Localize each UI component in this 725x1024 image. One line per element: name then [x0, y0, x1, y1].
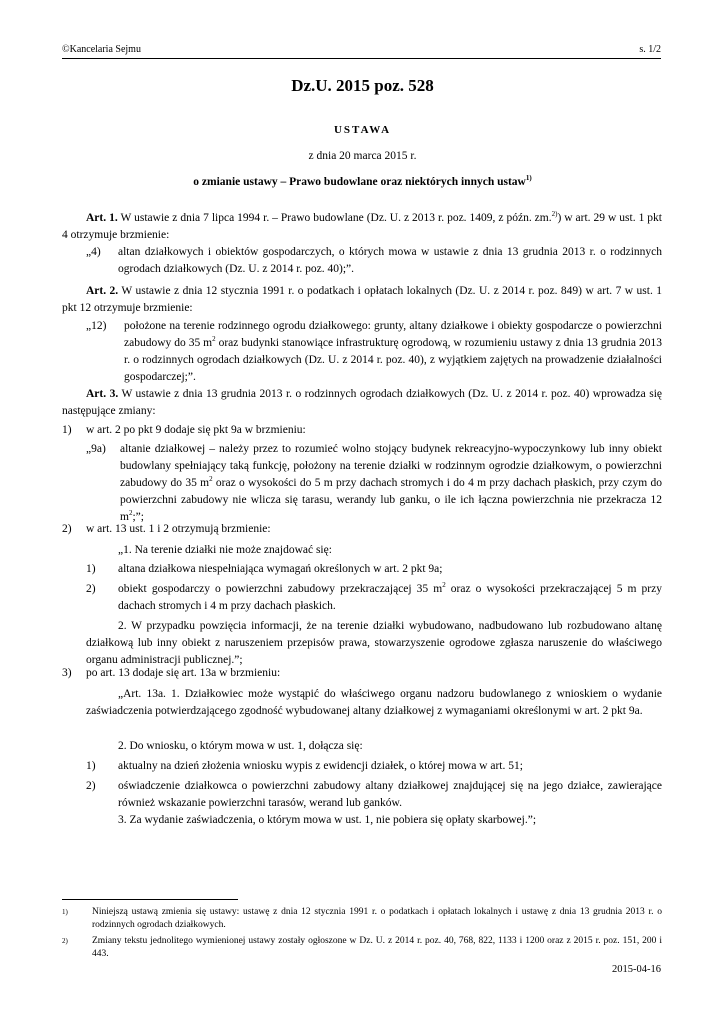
act-date: z dnia 20 marca 2015 r. — [308, 150, 417, 162]
footnote-1-text: Niniejszą ustawą zmienia się ustawy: ustawę z dnia 12 stycznia 1991 r. o podatkach i opłatach lokalnych i ustawę z dnia 13 grudnia 2013 r. o rodzinnych ogrodach działkowych. — [92, 907, 662, 930]
art3-point-3-b-label: 2) — [86, 780, 96, 792]
footnote-2-number: 2) — [62, 937, 68, 945]
art3-point-2-text: w art. 13 ust. 1 i 2 otrzymują brzmienie: — [86, 523, 271, 535]
art3-point-2-b-label: 2) — [86, 583, 96, 595]
art3-point-3-ust-1: „Art. 13a. 1. Działkowiec może wystąpić do właściwego organu nadzoru budowlanego z wnioskiem o wydanie zaświadczenia potwierdzającego zgodność wybudowanej altany działkowej z wymaganiami określonymi w art. 2 pkt 9a. — [86, 688, 662, 717]
art1-item-label: „4) — [86, 246, 101, 258]
footnote-ref: 1) — [525, 174, 532, 183]
art3-point-1-text: w art. 2 po pkt 9 dodaje się pkt 9a w brzmieniu: — [86, 424, 306, 436]
art3-point-3-text: po art. 13 dodaje się art. 13a w brzmieniu: — [86, 667, 281, 679]
article-3: Art. 3. W ustawie z dnia 13 grudnia 2013 r. o rodzinnych ogrodach działkowych (Dz. U. z 2014 r. poz. 40) wprowadza się następujące zmiany: — [62, 388, 662, 417]
footnote-separator — [62, 899, 238, 900]
art3-point-2-a-label: 1) — [86, 563, 96, 575]
art3-point-2-b-text: obiekt gospodarczy o powierzchni zabudowy przekraczającej 35 $m^2$ oraz o wysokości przekraczającej 5 m przy dachach stromych i 4 m przy dachach płaskich. — [118, 581, 662, 612]
header-source: ©Kancelaria Sejmu — [62, 44, 141, 55]
art3-point-2-ust-1: „1. Na terenie działki nie może znajdować się: — [118, 544, 332, 556]
header-page-number: s. 1/2 — [639, 44, 661, 55]
art2-item-label: „12) — [86, 320, 107, 332]
art3-point-3-a-text: aktualny na dzień złożenia wniosku wypis z ewidencji działek, o której mowa w art. 51; — [118, 760, 523, 772]
act-type: USTAWA — [333, 124, 392, 136]
art3-point-3-a-label: 1) — [86, 760, 96, 772]
art3-point-1-label: 1) — [62, 424, 72, 436]
document-body — [62, 0, 662, 1024]
document-title: Dz.U. 2015 poz. 528 — [291, 76, 434, 95]
footer-date: 2015-04-16 — [612, 964, 661, 975]
footnote-2-text: Zmiany tekstu jednolitego wymienionej ustawy zostały ogłoszone w Dz. U. z 2014 r. poz. 40, 768, 822, 1133 i 1200 oraz z 2015 r. poz. 151, 200 i 443. — [92, 936, 662, 959]
article-2: Art. 2. W ustawie z dnia 12 stycznia 1991 r. o podatkach i opłatach lokalnych (Dz. U. z 2014 r. poz. 849) w art. 7 w ust. 1 pkt 12 otrzymuje brzmienie: — [62, 285, 662, 314]
art3-point-2-a-text: altana działkowa niespełniająca wymagań określonych w art. 2 pkt 9a; — [118, 563, 443, 575]
art3-point-1-item-text: altanie działkowej – należy przez to rozumieć wolno stojący budynek rekreacyjno-wypoczynkowy lub inny obiekt budowlany spełniający taką funkcję, położony na terenie działki w rodzinnym ogrodzie działkowym, o powierzchni zabudowy do 35 $m^2$ oraz o wysokości do 5 m przy dachach stromych i do 4 m przy dachach płaskich, przy czym do powierzchni zabudowy nie wlicza się tarasu, werandy lub ganku, o ile ich łączna powierzchnia nie przekracza 12 $m^2$;”; — [120, 443, 662, 523]
art3-point-2-label: 2) — [62, 523, 72, 535]
art3-point-2-ust-2: 2. W przypadku powzięcia informacji, że na terenie działki wybudowano, nadbudowano lub rozbudowano altanę działkową lub inny obiekt z naruszeniem przepisów prawa, stowarzyszenie ogrodowe zgłasza naruszenie do właściwego organu administracji publicznej.”; — [86, 620, 662, 666]
art3-point-3-label: 3) — [62, 667, 72, 679]
art3-point-3-ust-3: 3. Za wydanie zaświadczenia, o którym mowa w ust. 1, nie pobiera się opłaty skarbowej.”; — [118, 814, 537, 826]
article-1: Art. 1. W ustawie z dnia 7 lipca 1994 r. – Prawo budowlane (Dz. U. z 2013 r. poz. 1409, z późn. zm.$^{2)}$) w art. 29 w ust. 1 pkt 4 otrzymuje brzmienie: — [62, 210, 662, 241]
act-subject: o zmianie ustawy – Prawo budowlane oraz niektórych innych ustaw$^{1)}$ — [193, 174, 532, 188]
art3-point-1-item-label: „9a) — [86, 443, 106, 455]
art1-item-text: altan działkowych i obiektów gospodarczych, o których mowa w ustawie z dnia 13 grudnia 2013 r. o rodzinnych ogrodach działkowych (Dz. U. z 2014 r. poz. 40);”. — [118, 246, 662, 275]
art3-point-3-b-text: oświadczenie działkowca o powierzchni zabudowy altany działkowej znajdującej się na jego działce, zawierające również wskazanie powierzchni tarasów, werand lub ganków. — [118, 780, 662, 809]
art3-point-3-ust-2: 2. Do wniosku, o którym mowa w ust. 1, dołącza się: — [118, 740, 363, 752]
art2-item-text: położone na terenie rodzinnego ogrodu działkowego: grunty, altany działkowe i obiekty gospodarcze o powierzchni zabudowy do 35 $m^2$ oraz budynki stanowiące infrastrukturę ogrodową, w rozumieniu ustawy z dnia 13 grudnia 2013 r. o rodzinnych ogrodach działkowych (Dz. U. z 2014 r. poz. 40), z wyjątkiem zajętych na prowadzenie działalności gospodarczej;”. — [124, 320, 662, 383]
footnote-1-number: 1) — [62, 908, 68, 916]
